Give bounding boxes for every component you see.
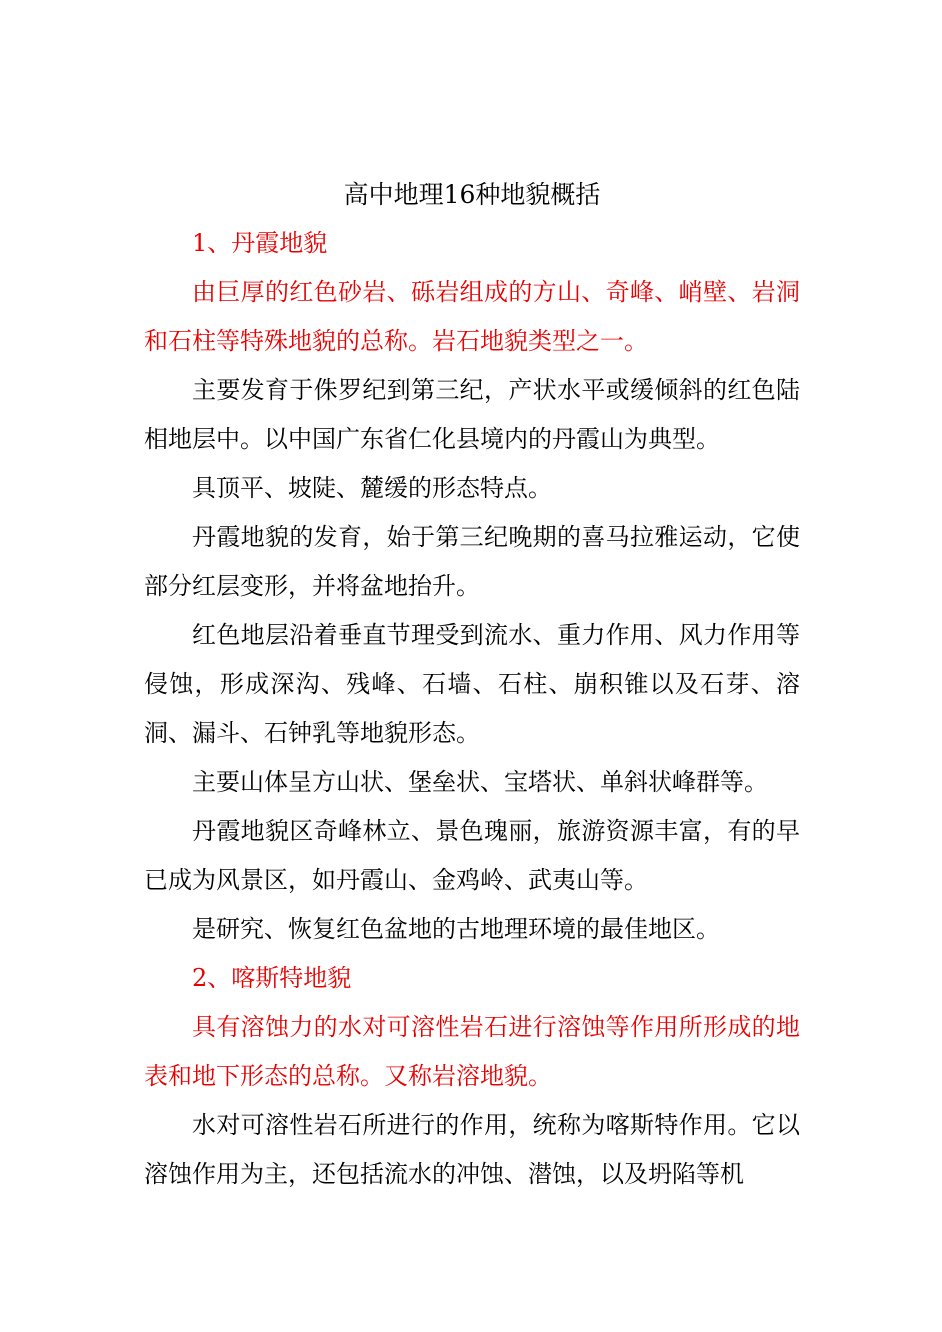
document-page	[144, 170, 800, 1199]
body-paragraph: 具顶平、坡陡、麓缓的形态特点。	[192, 474, 552, 502]
section-heading-danxia: 1、丹霞地貌	[192, 229, 328, 257]
danxia-definition: 由巨厚的红色砂岩、砾岩组成的方山、奇峰、峭壁、岩洞和石柱等特殊地貌的总称。岩石地貌类型之一。	[144, 278, 800, 355]
body-paragraph: 水对可溶性岩石所进行的作用，统称为喀斯特作用。它以溶蚀作用为主，还包括流水的冲蚀、潜蚀，以及坍陷等机	[144, 1111, 800, 1188]
section-heading-karst: 2、喀斯特地貌	[192, 964, 352, 992]
body-paragraph: 主要山体呈方山状、堡垒状、宝塔状、单斜状峰群等。	[192, 768, 768, 796]
karst-definition: 具有溶蚀力的水对可溶性岩石进行溶蚀等作用所形成的地表和地下形态的总称。又称岩溶地貌。	[144, 1013, 800, 1090]
body-paragraph: 丹霞地貌区奇峰林立、景色瑰丽，旅游资源丰富，有的早已成为风景区，如丹霞山、金鸡岭、武夷山等。	[144, 817, 800, 894]
document-title: 高中地理16种地貌概括	[343, 180, 601, 209]
body-paragraph: 是研究、恢复红色盆地的古地理环境的最佳地区。	[192, 915, 720, 943]
body-paragraph: 丹霞地貌的发育，始于第三纪晚期的喜马拉雅运动，它使部分红层变形，并将盆地抬升。	[144, 523, 800, 600]
body-paragraph: 红色地层沿着垂直节理受到流水、重力作用、风力作用等侵蚀，形成深沟、残峰、石墙、石柱、崩积锥以及石芽、溶洞、漏斗、石钟乳等地貌形态。	[144, 621, 800, 747]
body-paragraph: 主要发育于侏罗纪到第三纪，产状水平或缓倾斜的红色陆相地层中。以中国广东省仁化县境内的丹霞山为典型。	[144, 376, 800, 453]
